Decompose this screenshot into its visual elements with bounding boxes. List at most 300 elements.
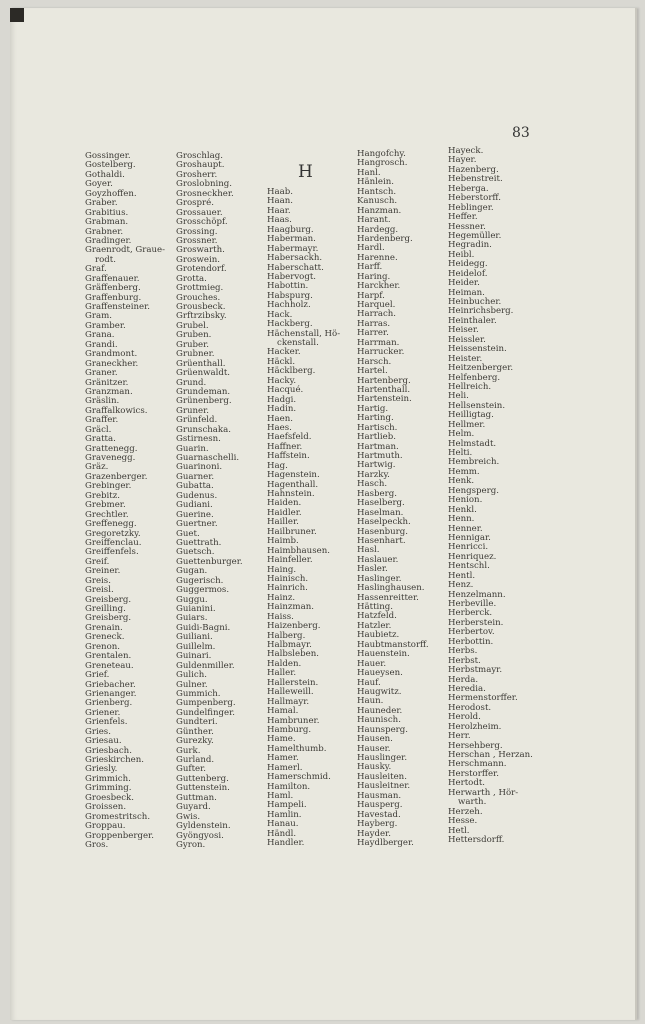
name-entry: Habermayr. <box>267 243 319 254</box>
name-entry: Hackberg. <box>267 319 313 330</box>
name-entry: Grünenberg. <box>176 396 232 407</box>
name-entry: Häcklberg. <box>267 366 316 377</box>
name-entry: Gudenus. <box>176 490 218 501</box>
name-entry: Herbottin. <box>448 636 494 647</box>
name-entry: Grosschöpf. <box>176 217 228 228</box>
name-entry: Hardegg. <box>357 224 399 235</box>
name-entry: Hauser. <box>357 743 391 754</box>
name-column-5 <box>448 147 533 845</box>
name-entry: Haimbhausen. <box>267 545 330 556</box>
name-entry: Hamlin. <box>267 809 302 820</box>
name-entry: Graenrodt, Graue- <box>85 245 166 256</box>
name-entry: Hermenstorffer. <box>448 693 518 704</box>
name-entry: Gurland. <box>176 755 215 765</box>
name-entry: Hellreich. <box>448 381 492 392</box>
name-entry: Gräslin. <box>85 396 120 407</box>
name-entry: Hag. <box>267 460 288 471</box>
name-entry: Gramber. <box>85 320 126 331</box>
name-entry: Greis. <box>85 575 111 586</box>
name-entry: Grossing. <box>176 226 218 237</box>
name-entry: Herstorffer. <box>448 768 499 779</box>
name-entry: Habottin. <box>267 281 309 292</box>
name-entry: Haiss. <box>267 611 294 622</box>
name-entry: Hausky. <box>357 762 392 773</box>
name-entry: Gyöngyosi. <box>176 830 224 841</box>
name-entry: Hatzler. <box>357 620 392 631</box>
name-entry: Gräz. <box>85 462 109 473</box>
name-entry: Grebmer. <box>85 500 126 511</box>
name-entry: Hainisch. <box>267 573 309 584</box>
name-entry: Henner. <box>448 523 483 534</box>
name-entry: Harant. <box>357 215 391 226</box>
name-entry: Gwis. <box>176 811 201 822</box>
name-entry: Händl. <box>267 828 297 839</box>
name-entry: Hennigar. <box>448 532 491 543</box>
name-entry: Hadgi. <box>267 394 297 405</box>
name-entry: Grentalen. <box>85 651 132 662</box>
name-entry: Heblinger. <box>448 202 494 213</box>
name-entry: Graber. <box>85 198 118 209</box>
name-entry: Haller. <box>267 668 297 679</box>
name-entry: Henzelmann. <box>448 589 506 600</box>
name-entry: Henriquez. <box>448 551 497 562</box>
name-entry: Hebenstreit. <box>448 174 503 185</box>
name-entry: Grienanger. <box>85 688 137 699</box>
name-entry: Helti. <box>448 448 473 458</box>
name-entry: Hallerstein. <box>267 677 319 688</box>
name-entry: Hausen. <box>357 734 393 745</box>
name-entry: Groesbeck. <box>85 792 134 803</box>
name-entry: Hamal. <box>267 706 299 717</box>
name-entry: Hatzfeld. <box>357 611 397 622</box>
name-entry: Gravenegg. <box>85 453 136 463</box>
name-entry: Grubner. <box>176 349 215 360</box>
name-entry: Henn. <box>448 514 475 525</box>
name-entry: Grebinger. <box>85 481 132 492</box>
name-entry: Harckher. <box>357 281 401 292</box>
name-entry: Haizenberg. <box>267 621 321 632</box>
name-entry: Hamerschmid. <box>267 772 331 783</box>
name-entry: Hagenstein. <box>267 470 320 481</box>
name-entry: Hanzman. <box>357 205 402 216</box>
name-entry: Guidi-Bagni. <box>176 622 231 633</box>
name-entry: Guiliani. <box>176 632 213 643</box>
name-entry: Grftrzibsky. <box>176 311 227 322</box>
name-entry: Grotta. <box>176 273 207 284</box>
name-entry: Gräffenberg. <box>85 283 141 294</box>
name-entry: Heilligtag. <box>448 410 494 421</box>
name-entry: Hegradin. <box>448 240 492 251</box>
name-entry: Haselberg. <box>357 498 405 509</box>
name-entry: Haunisch. <box>357 715 401 726</box>
name-entry: Guetsch. <box>176 547 215 558</box>
name-entry: Haubtmanstorff. <box>357 639 429 650</box>
name-entry: Helmstadt. <box>448 438 497 449</box>
name-entry: Grandmont. <box>85 349 138 360</box>
name-entry: Guggermos. <box>176 585 230 596</box>
name-entry: Grubel. <box>176 320 209 331</box>
name-entry: Haefsfeld. <box>267 432 312 443</box>
name-entry: Hardenberg. <box>357 233 413 244</box>
name-entry: Grechtler. <box>85 509 129 520</box>
name-entry: Haffner. <box>267 441 303 452</box>
name-entry: Hartel. <box>357 366 388 377</box>
name-entry: Hamilton. <box>267 781 311 792</box>
name-entry: Gruner. <box>176 405 210 416</box>
name-entry: Guiars. <box>176 613 208 624</box>
name-entry: Hazenberg. <box>448 164 499 175</box>
name-entry: Hainfeller. <box>267 555 313 566</box>
name-entry: Herschmann. <box>448 759 507 770</box>
name-entry: rodt. <box>95 254 116 265</box>
name-entry: Harpf. <box>357 290 385 301</box>
name-entry: Herr. <box>448 731 471 742</box>
name-entry: Grebitz. <box>85 490 121 501</box>
name-entry: Hengsperg. <box>448 485 499 496</box>
name-entry: Grotendorf. <box>176 264 227 275</box>
name-entry: Gundteri. <box>176 717 218 728</box>
name-entry: Grazenberger. <box>85 471 148 482</box>
name-entry: Greisberg. <box>85 594 132 605</box>
name-entry: Hauer. <box>357 658 387 669</box>
name-entry: Haselpeckh. <box>357 517 411 528</box>
name-entry: Herbertov. <box>448 627 495 638</box>
name-entry: Grundeman. <box>176 386 231 397</box>
name-entry: Guet. <box>176 528 200 539</box>
name-entry: Granzman. <box>85 386 133 397</box>
name-entry: Harrer. <box>357 328 389 339</box>
name-entry: Haun. <box>357 696 384 707</box>
name-entry: Herzeh. <box>448 806 483 817</box>
name-entry: Haagburg. <box>267 224 314 235</box>
name-entry: Herodost. <box>448 702 492 713</box>
name-entry: Haes. <box>267 422 292 433</box>
name-entry: Hachholz. <box>267 300 311 311</box>
name-entry: Heitzenberger. <box>448 363 514 374</box>
name-entry: Hausperg. <box>357 800 403 811</box>
name-entry: Haab. <box>267 187 293 197</box>
name-entry: Guillelm. <box>176 641 216 652</box>
name-entry: Hertodt. <box>448 778 486 789</box>
name-entry: Greiner. <box>85 566 121 577</box>
name-entry: Groschlag. <box>176 151 224 161</box>
name-entry: Haas. <box>267 215 292 226</box>
name-entry: Grossauer. <box>176 207 223 218</box>
name-entry: Gudiani. <box>176 500 213 511</box>
name-entry: Hartwig. <box>357 460 396 471</box>
name-entry: Greilling. <box>85 604 126 614</box>
name-entry: Greiffenclau. <box>85 537 142 548</box>
name-entry: Groshaupt. <box>176 160 225 171</box>
name-entry: Grospré. <box>176 198 214 209</box>
name-entry: Hartenthall. <box>357 384 411 395</box>
name-entry: Hartlieb. <box>357 432 396 443</box>
name-entry: Halbsleben. <box>267 649 319 660</box>
name-entry: Gränitzer. <box>85 377 129 388</box>
name-entry: Harras. <box>357 318 391 329</box>
name-entry: Gulner. <box>176 679 208 690</box>
name-entry: Gurezky. <box>176 736 214 747</box>
name-column-4 <box>357 150 429 848</box>
name-entry: Hamelthumb. <box>267 743 327 754</box>
name-entry: Hersehberg. <box>448 740 503 751</box>
name-entry: Grottmieg. <box>176 283 224 294</box>
name-entry: Heidegg. <box>448 259 488 270</box>
name-entry: Gros. <box>85 839 109 850</box>
name-entry: Groswarth. <box>176 245 225 256</box>
name-entry: Guettrath. <box>176 537 222 548</box>
name-entry: Hampeli. <box>267 800 307 811</box>
name-entry: Griebacher. <box>85 679 136 690</box>
name-entry: Grana. <box>85 330 115 341</box>
name-entry: Haml. <box>267 791 294 801</box>
name-entry: Gufter. <box>176 764 207 775</box>
name-entry: Hartman. <box>357 441 399 452</box>
name-entry: Grüenwaldt. <box>176 368 231 379</box>
name-entry: Guettenburger. <box>176 556 243 567</box>
name-entry: Hainz. <box>267 592 296 603</box>
name-entry: Hassenreitter. <box>357 592 419 603</box>
name-entry: Hächenstall, Hö- <box>267 328 341 339</box>
name-entry: Graf. <box>85 264 107 275</box>
name-entry: Hauenstein. <box>357 649 410 660</box>
name-entry: Hanau. <box>267 819 299 830</box>
name-entry: Hardl. <box>357 243 385 254</box>
name-entry: Habersackh. <box>267 253 323 264</box>
name-entry: Gostelberg. <box>85 160 136 171</box>
name-entry: Harrach. <box>357 309 397 320</box>
name-entry: Hack. <box>267 309 293 320</box>
name-entry: Gulich. <box>176 670 207 681</box>
name-entry: Grabner. <box>85 226 124 237</box>
name-entry: Heibl. <box>448 249 475 260</box>
name-entry: Grattenegg. <box>85 443 138 454</box>
name-entry: Hangrosch. <box>357 158 408 169</box>
name-entry: Grabman. <box>85 217 129 228</box>
name-entry: Guianini. <box>176 604 216 614</box>
name-entry: Gugan. <box>176 566 208 577</box>
name-entry: Guldenmiller. <box>176 660 235 671</box>
name-entry: Guarnaschelli. <box>176 453 240 463</box>
name-entry: Graffer. <box>85 415 119 426</box>
name-entry: Heberga. <box>448 183 489 194</box>
name-entry: Hauslinger. <box>357 753 408 763</box>
name-entry: Hellmer. <box>448 419 486 430</box>
name-entry: Henion. <box>448 495 483 506</box>
name-entry: Hasenburg. <box>357 526 409 537</box>
name-entry: Hauf. <box>357 677 381 688</box>
name-entry: Hangofchy. <box>357 149 406 159</box>
name-entry: Haan. <box>267 196 294 207</box>
page-number: 83 <box>512 125 530 141</box>
name-entry: Herbeville. <box>448 599 497 609</box>
name-entry: ckenstall. <box>277 338 319 348</box>
name-entry: Greisl. <box>85 585 114 596</box>
name-entry: Handler. <box>267 838 305 849</box>
name-entry: Hayder. <box>357 828 391 839</box>
name-entry: Gromestritsch. <box>85 811 151 822</box>
name-entry: Haubietz. <box>357 630 400 641</box>
name-entry: Herbstmayr. <box>448 665 503 676</box>
name-entry: Grieskirchen. <box>85 755 144 765</box>
name-column-1 <box>85 152 165 850</box>
name-entry: Griesbach. <box>85 745 132 756</box>
name-entry: Hantsch. <box>357 186 397 197</box>
name-entry: Gratta. <box>85 434 116 445</box>
name-entry: Goyer. <box>85 179 113 190</box>
name-entry: Hauneder. <box>357 705 403 716</box>
name-entry: Haimb. <box>267 536 299 547</box>
name-entry: Heredia. <box>448 683 486 694</box>
name-entry: Havestad. <box>357 809 401 820</box>
name-column-2 <box>176 152 243 850</box>
name-entry: Grandi. <box>85 339 118 350</box>
name-entry: Herwarth , Hör- <box>448 787 519 798</box>
name-entry: Hellsenstein. <box>448 400 506 411</box>
name-entry: Grosneckher. <box>176 188 234 199</box>
name-entry: Guarin. <box>176 443 209 454</box>
section-heading: H <box>298 162 313 182</box>
name-entry: Greif. <box>85 556 110 567</box>
name-entry: Guggu. <box>176 594 208 605</box>
name-entry: Harting. <box>357 413 394 424</box>
name-entry: Haselman. <box>357 507 404 518</box>
name-entry: Hailler. <box>267 517 299 528</box>
name-entry: Haunsperg. <box>357 724 409 735</box>
name-column-3 <box>267 188 340 849</box>
name-entry: Hasch. <box>357 479 388 490</box>
name-entry: Harrman. <box>357 337 400 348</box>
name-entry: Gothaldi. <box>85 169 125 180</box>
name-entry: Hettersdorff. <box>448 834 505 845</box>
name-entry: Halden. <box>267 658 302 669</box>
name-entry: Guttenstein. <box>176 783 230 794</box>
name-entry: Guertner. <box>176 519 218 530</box>
name-entry: Hessner. <box>448 221 486 232</box>
name-entry: Herberstein. <box>448 617 504 628</box>
name-entry: Kanusch. <box>357 196 398 207</box>
name-entry: Greneteau. <box>85 660 134 671</box>
name-entry: Haberman. <box>267 234 316 245</box>
name-entry: Grossner. <box>176 235 218 246</box>
name-entry: Habspurg. <box>267 290 313 301</box>
name-entry: Hasl. <box>357 545 380 556</box>
name-entry: Hentl. <box>448 570 476 581</box>
page-corner-mark <box>10 8 24 22</box>
name-entry: Helfenberg. <box>448 372 501 383</box>
name-entry: Gradinger. <box>85 235 132 246</box>
name-entry: Harff. <box>357 262 383 273</box>
name-entry: Gregoretzky. <box>85 528 141 539</box>
name-entry: Helm. <box>448 429 475 440</box>
name-entry: Heberstorff. <box>448 193 501 204</box>
name-entry: Hamer. <box>267 753 299 764</box>
name-entry: Hegemüller. <box>448 230 502 241</box>
name-entry: Hainrich. <box>267 583 308 594</box>
name-entry: Herberck. <box>448 608 493 619</box>
name-entry: Griesau. <box>85 736 122 747</box>
name-entry: Guerine. <box>176 509 214 520</box>
name-entry: Heinrichsberg. <box>448 306 514 317</box>
name-entry: Grüenthall. <box>176 358 226 369</box>
name-entry: Hagenthall. <box>267 479 319 490</box>
name-entry: Heinthaler. <box>448 315 497 326</box>
name-entry: Greneck. <box>85 632 125 643</box>
name-entry: Grimming. <box>85 783 132 794</box>
name-entry: Hacqué. <box>267 385 304 396</box>
name-entry: Haugwitz. <box>357 686 402 697</box>
name-entry: Hartenstein. <box>357 394 412 405</box>
name-entry: Greiffenfels. <box>85 547 139 558</box>
name-entry: Groswein. <box>176 254 221 265</box>
name-entry: Hartisch. <box>357 422 398 433</box>
name-entry: Hetl. <box>448 825 470 836</box>
name-entry: Hausleiten. <box>357 771 407 782</box>
name-entry: Haidler. <box>267 507 302 518</box>
name-entry: Grosherr. <box>176 169 218 180</box>
name-entry: Gugerisch. <box>176 575 224 586</box>
name-entry: Günther. <box>176 726 214 737</box>
name-entry: Henkl. <box>448 504 477 515</box>
name-entry: Hamburg. <box>267 724 312 735</box>
name-entry: Hailbruner. <box>267 526 317 537</box>
name-entry: Hausleitner. <box>357 781 411 792</box>
name-entry: Groppenberger. <box>85 830 154 841</box>
name-entry: Gubatta. <box>176 481 214 492</box>
name-entry: Herda. <box>448 674 479 685</box>
name-entry: Heli. <box>448 391 469 402</box>
name-entry: Grünfeld. <box>176 415 218 426</box>
name-entry: Gyron. <box>176 839 206 850</box>
name-entry: Haueysen. <box>357 668 403 679</box>
name-entry: Grenon. <box>85 641 121 652</box>
name-entry: Haing. <box>267 564 297 575</box>
name-entry: Hayeck. <box>448 146 484 156</box>
name-entry: Haslinghausen. <box>357 583 425 594</box>
name-entry: Hemm. <box>448 466 480 477</box>
book-page <box>10 8 637 1020</box>
name-entry: Haslauer. <box>357 554 399 565</box>
name-entry: Herbst. <box>448 655 481 666</box>
name-entry: Hesse. <box>448 816 478 827</box>
name-entry: Grimmich. <box>85 773 131 784</box>
name-entry: Graffenauer. <box>85 273 140 284</box>
name-entry: Herolzheim. <box>448 721 502 732</box>
name-entry: Grunschaka. <box>176 424 231 435</box>
name-entry: Hätting. <box>357 602 394 612</box>
name-entry: Henricci. <box>448 542 489 553</box>
name-entry: Grouches. <box>176 292 221 303</box>
name-entry: Gram. <box>85 311 112 322</box>
name-entry: Hame. <box>267 734 296 745</box>
name-entry: Gräcl. <box>85 424 112 435</box>
name-entry: Guttenberg. <box>176 773 229 784</box>
name-entry: Heffer. <box>448 212 478 223</box>
name-entry: Gossinger. <box>85 151 131 161</box>
name-entry: Hayberg. <box>357 819 398 830</box>
name-entry: Heiman. <box>448 287 485 298</box>
name-entry: Hartenberg. <box>357 375 411 386</box>
name-entry: Goyzhoffen. <box>85 188 137 199</box>
name-entry: Heissler. <box>448 334 486 345</box>
name-entry: Guyard. <box>176 802 211 813</box>
name-entry: Heissenstein. <box>448 344 507 355</box>
name-entry: Gries. <box>85 726 111 737</box>
name-entry: Harrucker. <box>357 347 405 358</box>
name-entry: Hambruner. <box>267 715 320 726</box>
name-entry: Haberschatt. <box>267 262 324 273</box>
name-entry: Graffalkowics. <box>85 405 148 416</box>
